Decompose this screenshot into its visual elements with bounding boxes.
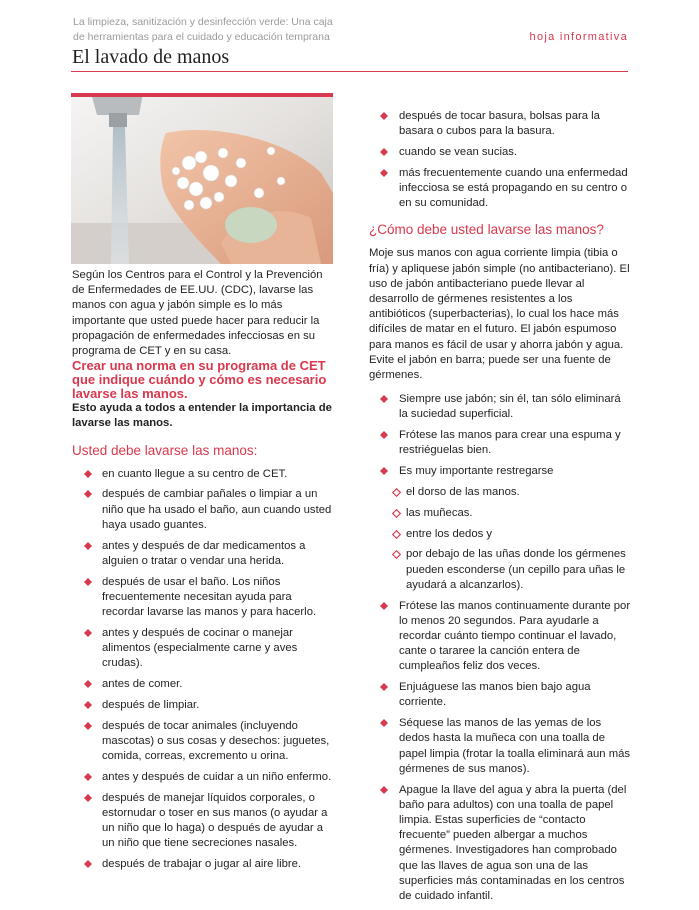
diamond-bullet-icon: [84, 490, 92, 498]
when-to-wash-list: [72, 467, 334, 873]
document-type-label: hoja informativa: [529, 31, 628, 43]
how-to-wash-heading: ¿Cómo debe usted lavarse las manos?: [369, 222, 604, 238]
list-item: Apague la llave del agua y abra la puerta (del baño para adultos) con una toalla de papel limpia. Estas superficies de “contacto frecuente” pueden albergar a muchos gérmenes. Investigadores han comprobado que las llaves de agua son una de las superficies más contaminadas en los centros de cuidado infantil.: [369, 783, 631, 905]
diamond-bullet-icon: [380, 395, 388, 403]
diamond-bullet-icon: [84, 680, 92, 688]
photo-accent-bar: [71, 93, 333, 97]
list-item: Siempre use jabón; sin él, tan sólo eliminará la suciedad superficial.: [369, 392, 631, 422]
list-item: Séquese las manos de las yemas de los dedos hasta la muñeca con una toalla de papel limpia (frotar la toalla eliminará aun más gérmenes de sus manos).: [369, 716, 631, 777]
outline-diamond-bullet-icon: [392, 550, 401, 559]
outline-diamond-bullet-icon: [392, 509, 401, 518]
sub-list-item: las muñecas.: [369, 506, 631, 521]
list-item: después de tocar basura, bolsas para la basara o cubos para la basura.: [369, 109, 631, 139]
right-column: [369, 109, 631, 910]
sub-list-item: por debajo de las uñas donde los gérmenes pueden esconderse (un cepillo para uñas le ayudará a alcanzarlos).: [369, 547, 631, 593]
diamond-bullet-icon: [380, 602, 388, 610]
list-item: después de usar el baño. Los niños frecuentemente necesitan ayuda para recordar lavarse las manos y para hacerlo.: [72, 575, 334, 621]
list-item: Es muy importante restregarse: [369, 464, 631, 479]
sub-list-item: entre los dedos y: [369, 527, 631, 542]
list-item: antes y después de dar medicamentos a alguien o tratar o vendar una herida.: [72, 539, 334, 569]
diamond-bullet-icon: [380, 169, 388, 177]
diamond-bullet-icon: [84, 722, 92, 730]
sub-list-item: el dorso de las manos.: [369, 485, 631, 500]
how-to-wash-steps: [369, 392, 631, 904]
diamond-bullet-icon: [380, 148, 388, 156]
when-to-wash-list-continued: [369, 109, 631, 211]
list-item: después de tocar animales (incluyendo mascotas) o sus cosas y desechos: juguetes, comida, correas, excremento u orina.: [72, 719, 334, 765]
diamond-bullet-icon: [84, 542, 92, 550]
diamond-bullet-icon: [380, 719, 388, 727]
list-item: Frótese las manos para crear una espuma y restriéguelas bien.: [369, 428, 631, 458]
list-item: Enjuáguese las manos bien bajo agua corriente.: [369, 680, 631, 710]
list-item: antes de comer.: [72, 677, 334, 692]
list-item: Frótese las manos continuamente durante por lo menos 20 segundos. Para ayudarle a recordar cuánto tiempo continuar el lavado, cante o tararee la canción entera de cumpleaños feliz dos veces.: [369, 599, 631, 675]
diamond-bullet-icon: [84, 860, 92, 868]
policy-callout: Crear una norma en su programa de CET que indique cuándo y cómo es necesario lavarse las manos.: [72, 358, 327, 402]
page-title: El lavado de manos: [72, 46, 230, 68]
list-item: después de manejar líquidos corporales, o estornudar o toser en sus manos (o ayudar a un niño que lo haga) o después de ayudar a un niño que tiene secreciones nasales.: [72, 791, 334, 852]
handwashing-photo: [71, 93, 333, 264]
header-rule: [71, 71, 628, 72]
left-column: [72, 268, 334, 878]
outline-diamond-bullet-icon: [392, 488, 401, 497]
outline-diamond-bullet-icon: [392, 530, 401, 539]
diamond-bullet-icon: [380, 431, 388, 439]
list-item: cuando se vean sucias.: [369, 145, 631, 160]
list-item: después de trabajar o jugar al aire libre.: [72, 857, 334, 872]
diamond-bullet-icon: [84, 794, 92, 802]
list-item: más frecuentemente cuando una enfermedad infecciosa se está propagando en su centro o en su comunidad.: [369, 166, 631, 212]
series-title-line-1: La limpieza, sanitización y desinfección verde: Una caja: [73, 16, 333, 28]
list-item: después de cambiar pañales o limpiar a un niño que ha usado el baño, aun cuando usted haya usado guantes.: [72, 487, 334, 533]
list-item: después de limpiar.: [72, 698, 334, 713]
importance-note: Esto ayuda a todos a entender la importancia de lavarse las manos.: [72, 402, 332, 430]
diamond-bullet-icon: [380, 786, 388, 794]
list-item: antes y después de cuidar a un niño enfermo.: [72, 770, 334, 785]
diamond-bullet-icon: [380, 112, 388, 120]
diamond-bullet-icon: [380, 467, 388, 475]
series-title: [73, 15, 373, 45]
diamond-bullet-icon: [380, 683, 388, 691]
diamond-bullet-icon: [84, 701, 92, 709]
list-item: antes y después de cocinar o manejar alimentos (especialmente carne y aves crudas).: [72, 626, 334, 672]
diamond-bullet-icon: [84, 629, 92, 637]
how-to-wash-paragraph: Moje sus manos con agua corriente limpia (tibia o fría) y apliquese jabón simple (no antibacteriano). El uso de jabón antibacteriano puede llevar al desarrollo de gérmenes resistentes a los antibióticos (superbacterias), lo cual los hace más difíciles de matar en el futuro. El jabón espumoso para manos es fácil de usar y ahorra jabón y agua. Evite el jabón en barra; puede ser una fuente de gérmenes.: [369, 247, 630, 382]
diamond-bullet-icon: [84, 773, 92, 781]
series-title-line-2: de herramientas para el cuidado y educación temprana: [73, 31, 330, 43]
intro-paragraph: Según los Centros para el Control y la Prevención de Enfermedades de EE.UU. (CDC), lavarse las manos con agua y jabón simple es lo más importante que usted puede hacer para reducir la propagación de enfermedades infecciosas en su programa de CET y en su casa.: [72, 269, 323, 358]
when-to-wash-heading: Usted debe lavarse las manos:: [72, 442, 258, 458]
diamond-bullet-icon: [84, 578, 92, 586]
list-item: en cuanto llegue a su centro de CET.: [72, 467, 334, 482]
diamond-bullet-icon: [84, 470, 92, 478]
